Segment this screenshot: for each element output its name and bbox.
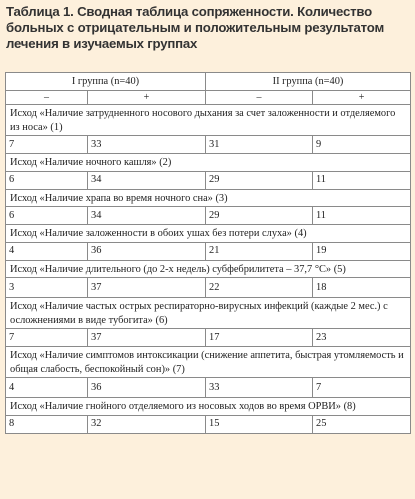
group-1-negative-count: 6 [6,207,88,225]
group-2-negative-count: 21 [206,242,313,260]
outcome-label: Исход «Наличие затрудненного носового дыхания за счет заложенности и отделяемого из носа» (1) [6,105,411,136]
contingency-table [5,72,411,434]
values-row [6,278,411,298]
group-2-negative-header: – [206,91,313,105]
values-row [6,329,411,347]
group-2-header: II группа (n=40) [206,73,411,91]
group-1-positive-count: 37 [88,329,206,347]
group-2-negative-count: 29 [206,207,313,225]
group-1-negative-count: 6 [6,171,88,189]
group-1-header: I группа (n=40) [6,73,206,91]
group-2-positive-count: 9 [313,136,411,154]
group-1-positive-count: 36 [88,242,206,260]
group-2-positive-count: 7 [313,378,411,398]
outcome-label: Исход «Наличие гнойного отделяемого из носовых ходов во время ОРВИ» (8) [6,398,411,416]
group-2-negative-count: 22 [206,278,313,298]
group-1-positive-header: + [88,91,206,105]
group-2-negative-count: 15 [206,415,313,433]
values-row [6,207,411,225]
group-2-positive-count: 23 [313,329,411,347]
values-row [6,415,411,433]
outcome-row [6,154,411,172]
group-1-positive-count: 34 [88,207,206,225]
outcome-row [6,298,411,329]
values-row [6,136,411,154]
values-row [6,171,411,189]
group-header-row [6,73,411,91]
group-2-positive-count: 18 [313,278,411,298]
group-2-negative-count: 31 [206,136,313,154]
group-2-positive-header: + [313,91,411,105]
values-row [6,242,411,260]
group-2-negative-count: 33 [206,378,313,398]
group-1-negative-count: 4 [6,378,88,398]
group-2-positive-count: 25 [313,415,411,433]
outcome-row [6,398,411,416]
outcome-label: Исход «Наличие симптомов интоксикации (снижение аппетита, быстрая утомляемость и общая слабость, беспокойный сон)» (7) [6,347,411,378]
outcome-label: Исход «Наличие частых острых респираторно-вирусных инфекций (каждые 2 мес.) с осложнениями в виде тубогита» (6) [6,298,411,329]
outcome-row [6,225,411,243]
outcome-row [6,105,411,136]
group-1-positive-count: 32 [88,415,206,433]
group-2-positive-count: 19 [313,242,411,260]
group-2-positive-count: 11 [313,207,411,225]
group-1-positive-count: 37 [88,278,206,298]
group-1-negative-count: 7 [6,136,88,154]
sign-header-row [6,91,411,105]
outcome-label: Исход «Наличие ночного кашля» (2) [6,154,411,172]
group-1-negative-count: 4 [6,242,88,260]
group-1-positive-count: 36 [88,378,206,398]
group-2-positive-count: 11 [313,171,411,189]
group-1-negative-count: 7 [6,329,88,347]
group-1-positive-count: 34 [88,171,206,189]
group-2-negative-count: 17 [206,329,313,347]
outcome-label: Исход «Наличие заложенности в обоих ушах без потери слуха» (4) [6,225,411,243]
outcome-row [6,189,411,207]
outcome-row [6,347,411,378]
outcome-row [6,260,411,278]
outcome-label: Исход «Наличие храпа во время ночного сна» (3) [6,189,411,207]
values-row [6,378,411,398]
group-1-positive-count: 33 [88,136,206,154]
outcome-label: Исход «Наличие длительного (до 2-х недель) субфебрилитета – 37,7 °С» (5) [6,260,411,278]
group-1-negative-count: 8 [6,415,88,433]
group-2-negative-count: 29 [206,171,313,189]
table-title: Таблица 1. Сводная таблица сопряженности. Количество больных с отрицательным и положительным результатом лечения в изучаемых группах [6,4,384,51]
group-1-negative-header: – [6,91,88,105]
group-1-negative-count: 3 [6,278,88,298]
